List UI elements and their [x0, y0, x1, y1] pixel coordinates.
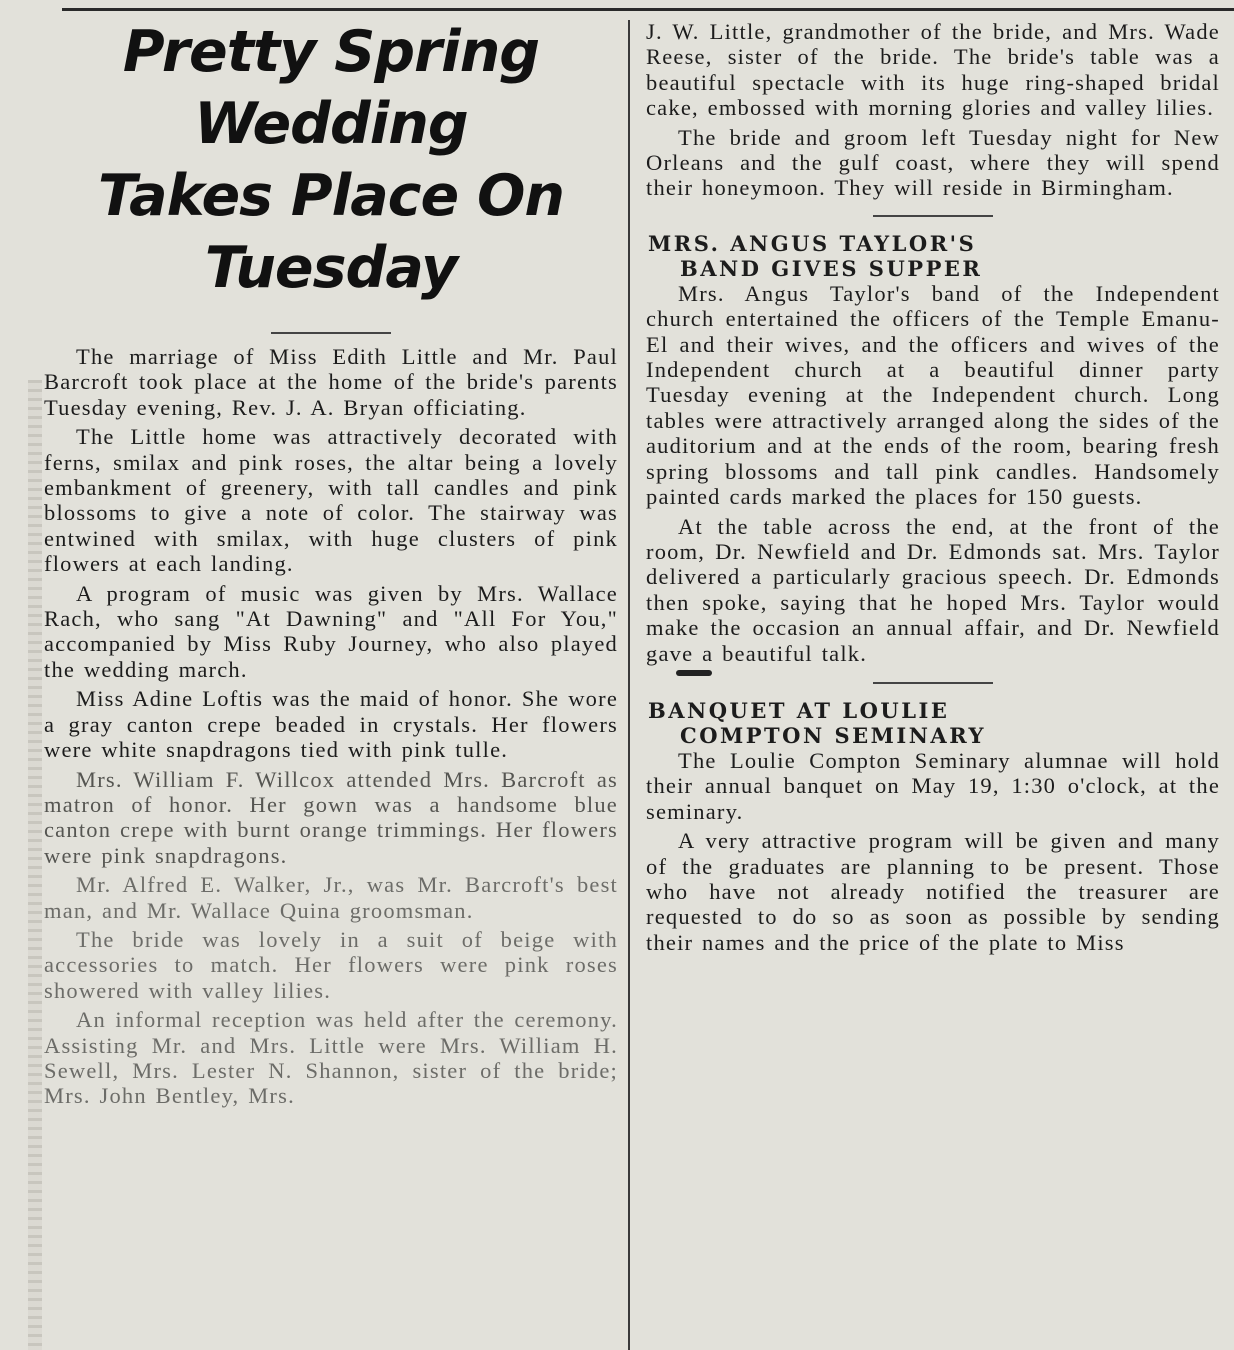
banquet-paragraph: The Loulie Compton Seminary alumnae will hold their annual banquet on May 19, 1:30 o'clock, at the seminary. — [646, 747, 1220, 824]
article-paragraph: Mr. Alfred E. Walker, Jr., was Mr. Barcroft's best man, and Mr. Wallace Quina groomsman. — [44, 872, 618, 923]
supper-paragraph: Mrs. Angus Taylor's band of the Independent church entertained the officers of the Temple Emanu-El and their wives, and the officers and wives of the Independent church at a beautiful dinner party Tuesday evening at the Independent church. Long tables were attractively arranged along the sides of the auditorium and at the ends of the room, bearing fresh spring blossoms and tall pink candles. Handsomely painted cards marked the places for 150 guests. — [646, 280, 1220, 510]
article-paragraph: The marriage of Miss Edith Little and Mr. Paul Barcroft took place at the home of the bride's parents Tuesday evening, Rev. J. A. Bryan officiating. — [44, 344, 618, 420]
banquet-heading-line-2: COMPTON SEMINARY — [680, 722, 986, 748]
article-paragraph: The bride and groom left Tuesday night for New Orleans and the gulf coast, where they will spend their honeymoon. They will reside in Birmingham. — [646, 124, 1220, 201]
headline-line-3: Tuesday — [204, 235, 458, 301]
article-paragraph: Miss Adine Loftis was the maid of honor. She wore a gray canton crepe beaded in crystals. Her flowers were white snapdragons tied with pink tulle. — [44, 686, 618, 763]
article-paragraph: An informal reception was held after the ceremony. Assisting Mr. and Mrs. Little were Mrs. William H. Sewell, Mrs. Lester N. Shannon, sister of the bride; Mrs. John Bentley, Mrs. — [44, 1007, 618, 1109]
banquet-heading — [646, 698, 1220, 748]
supper-heading-line-1: MRS. ANGUS TAYLOR'S — [648, 230, 977, 256]
section-rule — [873, 215, 993, 217]
supper-heading — [646, 231, 1220, 281]
article-paragraph: J. W. Little, grandmother of the bride, and Mrs. Wade Reese, sister of the bride. The bride's table was a beautiful spectacle with its huge ring-shaped bridal cake, embossed with morning glories and valley lilies. — [646, 19, 1220, 121]
article-headline — [44, 16, 618, 304]
ink-blot — [676, 670, 712, 676]
headline-line-1: Pretty Spring Wedding — [122, 19, 540, 157]
article-paragraph: The Little home was attractively decorated with ferns, smilax and pink roses, the altar being a lovely embankment of greenery, with tall candles and pink blossoms to give a note of color. The stairway was entwined with smilax, with huge clusters of pink flowers at each landing. — [44, 424, 618, 577]
banquet-paragraph: A very attractive program will be given and many of the graduates are planning to be present. Those who have not already notified the treasurer are requested to do so as soon as possible by sending their names and the price of the plate to Miss — [646, 828, 1220, 955]
article-paragraph: A program of music was given by Mrs. Wallace Rach, who sang "At Dawning" and "All For You," accompanied by Miss Ruby Journey, who also played the wedding march. — [44, 580, 618, 682]
left-column — [44, 0, 618, 1109]
banquet-heading-line-1: BANQUET AT LOULIE — [648, 697, 950, 723]
section-rule — [873, 682, 993, 684]
column-rule — [628, 20, 630, 1350]
headline-line-2: Takes Place On — [98, 163, 564, 229]
scan-edge — [28, 380, 42, 1350]
supper-paragraph: At the table across the end, at the front of the room, Dr. Newfield and Dr. Edmonds sat. Mrs. Taylor delivered a particularly gracious speech. Dr. Edmonds then spoke, saying that he hoped Mrs. Taylor would make the occasion an annual affair, and Dr. Newfield gave a beautiful talk. — [646, 513, 1220, 666]
article-paragraph: The bride was lovely in a suit of beige with accessories to match. Her flowers were pink roses showered with valley lilies. — [44, 926, 618, 1003]
supper-heading-line-2: BAND GIVES SUPPER — [680, 255, 983, 281]
right-column — [646, 0, 1220, 955]
article-paragraph: Mrs. William F. Willcox attended Mrs. Barcroft as matron of honor. Her gown was a handsome blue canton crepe with burnt orange trimmings. Her flowers were pink snapdragons. — [44, 766, 618, 868]
headline-rule — [271, 332, 391, 334]
